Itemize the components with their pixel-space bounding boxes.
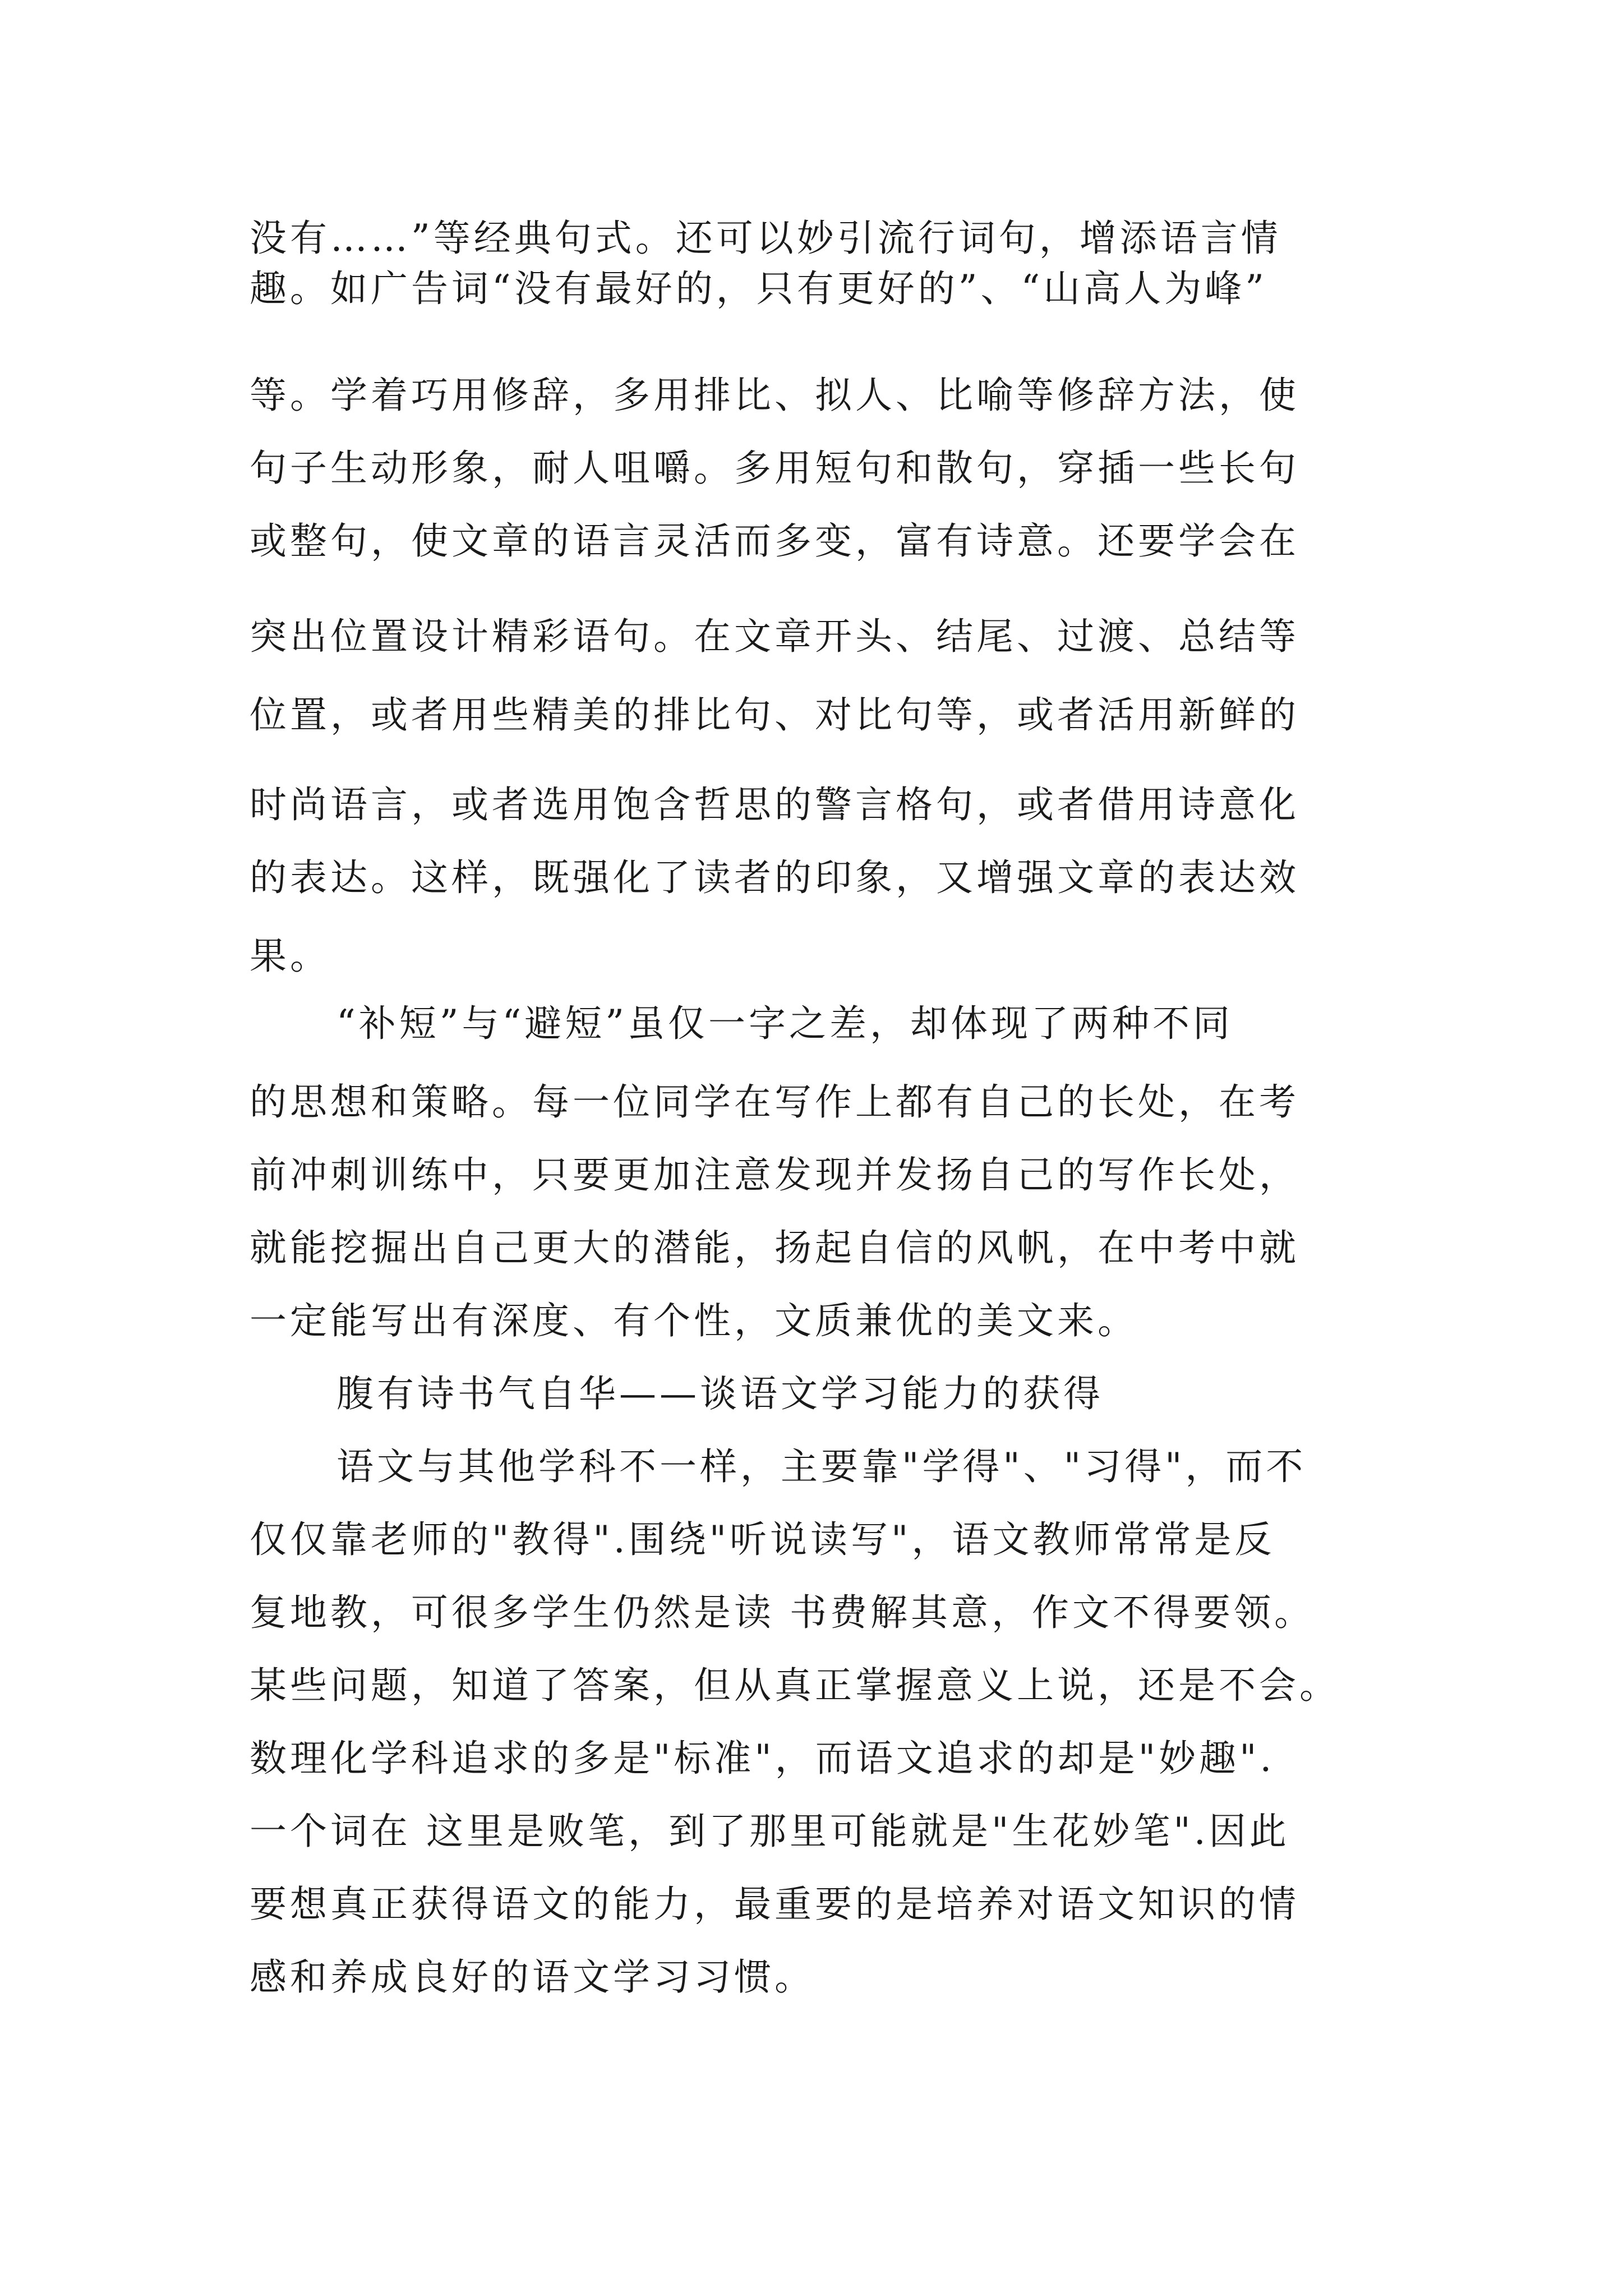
text-line: 复地教，可很多学生仍然是读 书费解其意，作文不得要领。 [250, 1591, 1315, 1634]
text-line: 突出位置设计精彩语句。在文章开头、结尾、过渡、总结等 [250, 615, 1299, 658]
paragraph-first-line: 语文与其他学科不一样，主要靠"学得"、"习得"，而不 [336, 1445, 1307, 1488]
text-line: 前冲刺训练中，只要更加注意发现并发扬自己的写作长处， [250, 1153, 1299, 1197]
text-line: 的表达。这样，既强化了读者的印象，又增强文章的表达效 [250, 856, 1299, 899]
text-line: 数理化学科追求的多是"标准"，而语文追求的却是"妙趣". [250, 1737, 1275, 1780]
text-line: 一定能写出有深度、有个性，文质兼优的美文来。 [250, 1299, 1138, 1342]
text-line: 趣。如广告词“没有最好的，只有更好的”、“山高人为峰” [250, 267, 1267, 310]
text-line: 句子生动形象，耐人咀嚼。多用短句和散句，穿插一些长句 [250, 447, 1299, 490]
text-line: 没有……”等经典句式。还可以妙引流行词句，增添语言情 [250, 217, 1281, 260]
text-line: 就能挖掘出自己更大的潜能，扬起自信的风帆，在中考中就 [250, 1226, 1299, 1269]
text-line: 或整句，使文章的语言灵活而多变，富有诗意。还要学会在 [250, 519, 1299, 563]
text-line: 果。 [250, 935, 330, 978]
text-line: 等。学着巧用修辞，多用排比、拟人、比喻等修辞方法，使 [250, 374, 1299, 417]
paragraph-first-line: “补短”与“避短”虽仅一字之差，却体现了两种不同 [336, 1002, 1233, 1045]
text-line: 的思想和策略。每一位同学在写作上都有自己的长处，在考 [250, 1080, 1299, 1124]
text-line: 某些问题，知道了答案，但从真正掌握意义上说，还是不会。 [250, 1664, 1340, 1707]
text-line: 要想真正获得语文的能力，最重要的是培养对语文知识的情 [250, 1883, 1299, 1926]
text-line: 时尚语言，或者选用饱含哲思的警言格句，或者借用诗意化 [250, 783, 1299, 826]
text-line: 一个词在 这里是败笔，到了那里可能就是"生花妙笔".因此 [250, 1810, 1290, 1853]
section-title: 腹有诗书气自华——谈语文学习能力的获得 [336, 1372, 1104, 1415]
text-line: 感和养成良好的语文学习习惯。 [250, 1955, 815, 1999]
text-line: 位置，或者用些精美的排比句、对比句等，或者活用新鲜的 [250, 693, 1299, 737]
text-line: 仅仅靠老师的"教得".围绕"听说读写"，语文教师常常是反 [250, 1518, 1275, 1561]
